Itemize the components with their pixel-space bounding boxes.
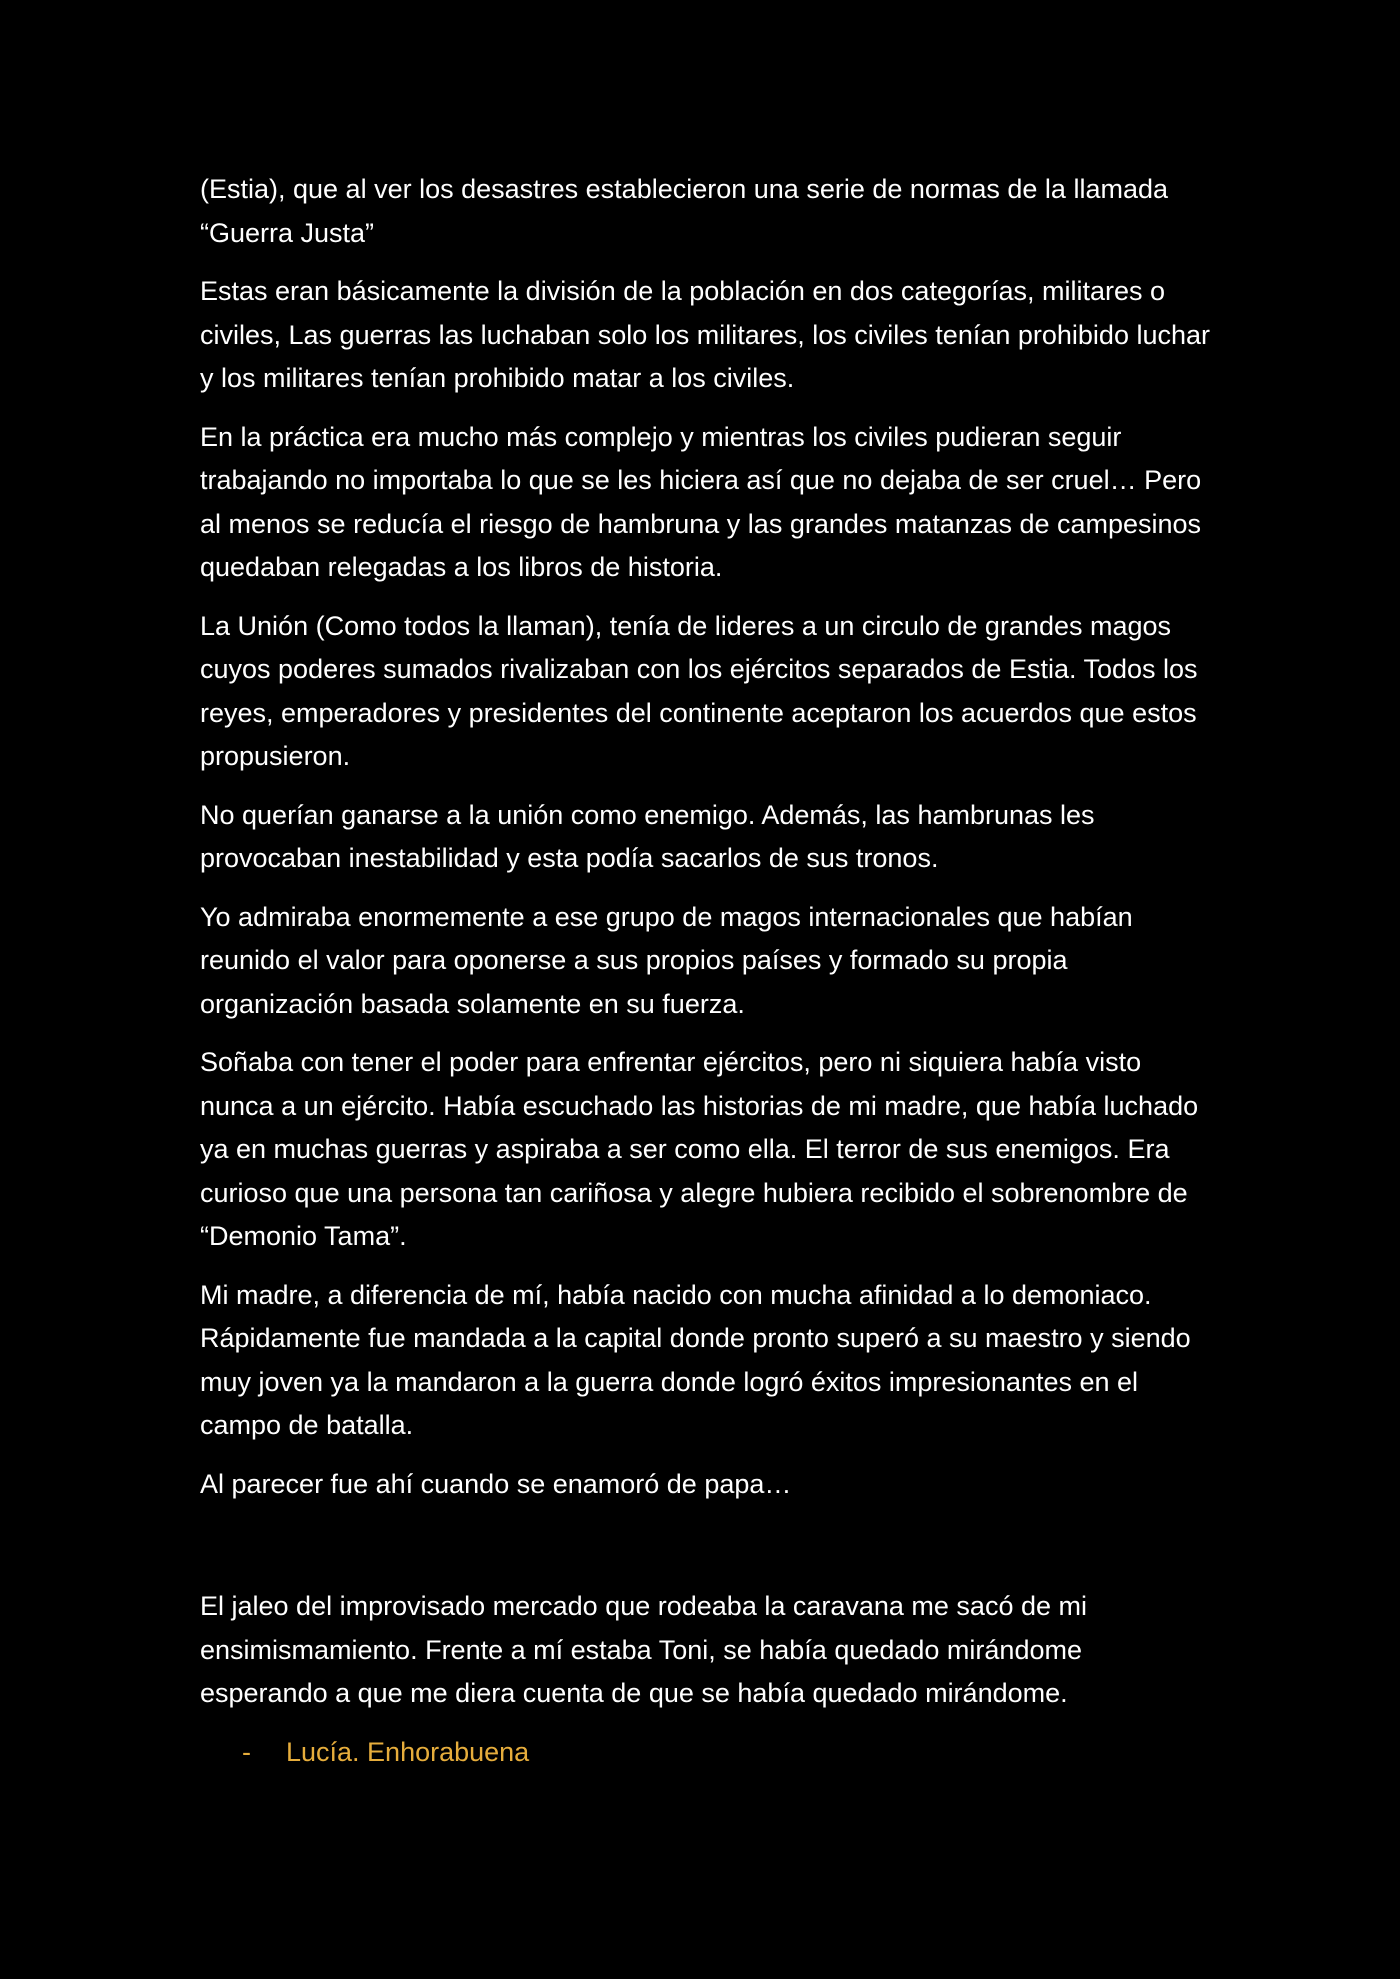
paragraph-1: (Estia), que al ver los desastres establecieron una serie de normas de la llamada “Guerra Justa”	[200, 174, 1169, 248]
paragraph-3: En la práctica era mucho más complejo y mientras los civiles pudieran seguir trabajando no importaba lo que se les hiciera así que no dejaba de ser cruel… Pero al menos se reducía el riesgo de hambruna y las grandes matanzas de campesinos quedaban relegadas a los libros de historia.	[200, 421, 1202, 582]
paragraph-6: Yo admiraba enormemente a ese grupo de magos internacionales que habían reunido el valor para oponerse a sus propios países y formado su propia organización basada solamente en su fuerza.	[200, 901, 1133, 1019]
dialogue-line	[200, 1731, 1210, 1775]
paragraph-after-break: El jaleo del improvisado mercado que rodeaba la caravana me sacó de mi ensimismamiento. Frente a mí estaba Toni, se había quedado mirándome esperando a que me diera cuenta de que se había quedado mirándome.	[200, 1591, 1087, 1708]
section-break	[200, 1521, 1210, 1585]
paragraph-5: No querían ganarse a la unión como enemigo. Además, las hambrunas les provocaban inestabilidad y esta podía sacarlos de sus tronos.	[200, 799, 1095, 873]
paragraph-4: La Unión (Como todos la llaman), tenía de lideres a un circulo de grandes magos cuyos poderes sumados rivalizaban con los ejércitos separados de Estia. Todos los reyes, emperadores y presidentes del continente aceptaron los acuerdos que estos propusieron.	[200, 610, 1198, 771]
dialogue-dash: -	[242, 1736, 251, 1767]
paragraph-2: Estas eran básicamente la división de la población en dos categorías, militares o civiles, Las guerras las luchaban solo los militares, los civiles tenían prohibido luchar y los militares tenían prohibido matar a los civiles.	[200, 276, 1210, 393]
paragraph-7: Soñaba con tener el poder para enfrentar ejércitos, pero ni siquiera había visto nunca a un ejército. Había escuchado las historias de mi madre, que había luchado ya en muchas guerras y aspiraba a ser como ella. El terror de sus enemigos. Era curioso que una persona tan cariñosa y alegre hubiera recibido el sobrenombre de “Demonio Tama”.	[200, 1047, 1199, 1251]
document-body	[200, 168, 1210, 1774]
paragraph-8: Mi madre, a diferencia de mí, había nacido con mucha afinidad a lo demoniaco. Rápidamente fue mandada a la capital donde pronto superó a su maestro y siendo muy joven ya la mandaron a la guerra donde logró éxitos impresionantes en el campo de batalla.	[200, 1279, 1191, 1440]
paragraph-9: Al parecer fue ahí cuando se enamoró de papa…	[200, 1468, 792, 1499]
dialogue-text: Lucía. Enhorabuena	[286, 1736, 530, 1767]
